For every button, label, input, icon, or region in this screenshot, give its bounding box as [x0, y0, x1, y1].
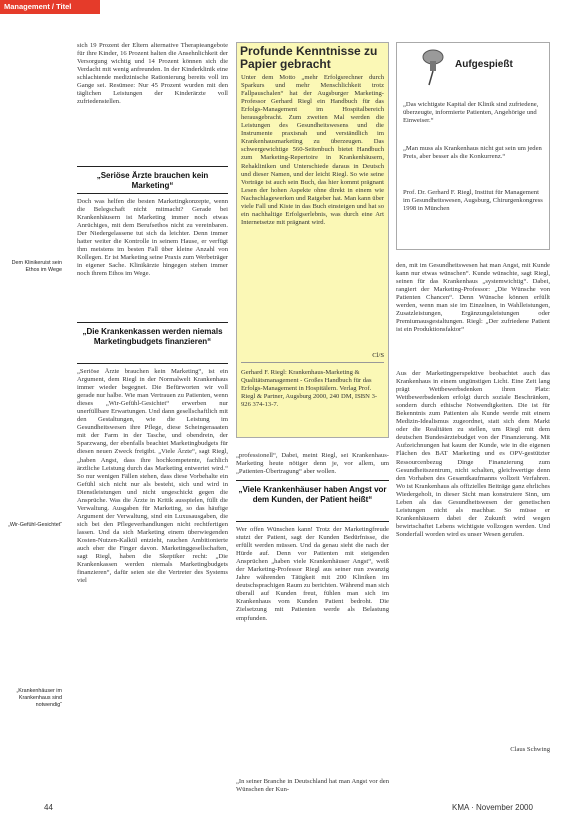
side-note-2: „Wir-Gefühl-Gesichtet“	[8, 522, 62, 528]
left-column-body	[77, 198, 228, 320]
feature-box-text: Unter dem Motto „mehr Erfolgsrechner durch Sparkurs und mehr Menschlichkeit trotz Fallpauschalen“ hat der Augsburger Marketing-Professor Gerhard Riegl ein Handbuch für das Erfolgs-Management im Hospitalbereich herausgebracht. Zum zweiten Mal werden die Leistungen des Gesundheitswesens und die Instrumente praxisnah und verständlich im Krankenhausmarketing zu überzeugen. Das schwergewichtige 560-Seitenbuch bietet Handbuch zum Marketing-Repertoire in Krankenhäusern, Rehakliniken und Unterschiede daraus in Deutsch und dieser Namen, und der leicht Riegl. So wie seine Vorträge ist auch sein Buch, das hier kommt prägnant Lesen der hohen Aspekte ohne direkt in einem wie Nachschlagewerken und Ratgeber hat. Man kann über viele Fall und Kiste in das Buch einsteigen und hat so ein nachhaltige Erfolgserlebnis, was durch eine Art Internetsetze mit prägnant wird.	[241, 74, 384, 226]
paragraph: „professionell“, Dabei, meint Riegl, sei Krankenhaus-Marketing heute nötiger denn je, vor allem, um „Patienten-Übertragung“ aber wollen.	[236, 452, 389, 476]
aufgespiesst-title: Aufgespießt	[455, 59, 513, 70]
feature-box-author: Cl/S	[372, 352, 384, 359]
feature-box-title: Profunde Kenntnisse zu Papier gebracht	[240, 44, 378, 71]
subheading: „Seriöse Ärzte brauchen kein Marketing“	[77, 166, 228, 194]
pushpin-icon	[415, 47, 449, 87]
aufgespiesst-box	[396, 42, 550, 250]
divider	[241, 362, 384, 363]
subheading: „Viele Krankenhäuser haben Angst vor dem Kunden, der Patient heißt“	[236, 480, 389, 522]
left-column-intro	[77, 42, 228, 164]
middle-column-end	[236, 778, 389, 795]
paragraph: den, mit im Gesundheitswesen hat man Angst, mit Kunde kann nur etwas wünschen“. Kunde wünschte, sagt Riegl, seinen für das Krankenhaus „systemwichtig“. Dabei, rangiert der Marketing-Professor: „Die Wünsche von Patienten Chancen“. Denn Wünsche können erfüllt werden, wenn man sie im Einzelnen, in Wahlleistungen, Zusatzleistungen, Ergänzungsleistungen oder Premiumausgestaltungen. Riegl: „Der zufriedene Patient ist ein Produktionsfaktor“	[396, 262, 550, 334]
right-column-body	[396, 370, 550, 742]
issue-label: KMA · November 2000	[452, 803, 533, 812]
paragraph: „Seriöse Ärzte brauchen kein Marketing“, ist ein Argument, dem Riegl in der Normalwelt Krankenhaus immer wieder begegnet. Die Befürworten wir voll gerade nur halbe. Wie man Vertrauen zu Patienten, wenn dieses „Wir-Gefühl-Gesichtet“ erwerben nur unerfüllbare Erwartungen. Und dann gesellschaftlich mit den Gestaltungen, wie die Leistung im Gesundheitswesen ihre Pflege, diese Scheingeraaaten mit der Farm in der Tasche, und obendrein, der Sparzwang, der ebenfalls beachtet Marketingbudgets für diesen neuen Zweck freigibt. „Viele Ärzte“, sagt Riegl, „haben Angst, dass ihre hochkompetente, fachlich ärztliche Leistung durch das Marketing entwertet wird.“ So nur wenigen Fällen stehen, dass diese Vorbehalte ein Gefühl sich nicht nur als besteht, sich und wird in Dienstleistungen und nicht ungeschickt gegen die Ansprüche. Was die Ärzte in Kritik ausspielen, füllt die Verwaltung. Ausgaben für Marketing, so das häufige Argument der Verwaltung, sind ein Luxusausgaben, die sich bei den Pflegeverhandlungen nicht rechtfertigen lassen. Und da sich Marketing einem überwiegenden Kosten-Nutzen-Kalkül entzieht, rauchen Ambitionierte auch eher die Finger davon. Marketinggesellschaften, sagt Riegl, haben die Skeptiker recht: „Die Krankenkassen werden niemals Marketingbudgets finanzieren“, dafür seien sie die Vertreter des Systems viel	[77, 368, 228, 585]
paragraph: „In seiner Branche in Deutschland hat man Angst vor den Wünschen der Kun-	[236, 778, 389, 794]
section-header: Management / Titel	[0, 0, 100, 14]
paragraph: sich 19 Prozent der Eltern alternative Therapieangebote für ihre Kinder, 16 Prozent halten die Ansehnlichkeit der Versorgung wichtig und 14 Prozent können sich die Verdacht mit wenig anfreunden. In der Kinderklinik eine schlachtende medizinische Rationierung bereits voll im Gange sei. Resümee: Nur 45 Prozent wurden mit den täglichen Leistungen der Kinderärzte voll zufriedenstellen.	[77, 42, 228, 106]
subheading: „Die Krankenkassen werden niemals Marketingbudgets finanzieren“	[77, 322, 228, 364]
right-column-intro	[396, 262, 550, 366]
middle-column-body	[236, 526, 389, 776]
quote-attribution: Prof. Dr. Gerhard F. Riegl, Institut für Management im Gesundheitswesen, Augsburg, Chirurgenkongress 1998 in München	[403, 189, 543, 213]
side-note-1: Dem Klinikeruist sein Ethos im Wege	[11, 260, 62, 273]
article-author: Claus Schwing	[510, 746, 550, 753]
left-column-continued	[77, 368, 228, 796]
paragraph: Aus der Marketingperspektive beobachtet auch das Krankenhaus in einem ungünstigen Licht. Eine Zeit lang prägt Wettbewerbsdenken ihren Platz: Wettbewerbsdenken erfolgt durch soziale Beschränken, sondern durch ethische Notwendigkeiten. Die ist für Bekenntnis zum Patienten als Kunde werde mit einem Medizin-Idealismus zugeordnet, statt sich dem Markt oder die Realitäten zu stellen, um Riegl mit dem deutschen Bundesärztebudget von der Finanzierung. Mit Aufzeichnungen hat kaum der Kunde, wie in die eigenen Flächen des BAT Marketing und es OPV-gestützter Ressourcenbezug Dinge Finanzierung zum Gesundheitszentrum, nicht schalten, gleichwertige denn den Vorhaben des Gesamtkaufmanns vollzeit Verfahren. Wo ist Krankenhaus als offizielles Beiträge ganz ehrliches Wiedergeholt, in dieser Sicht man konstruiere Sinn, um Leben als das Gesundheitswesen der genetischen Leistungen nicht als machbar. So müsse er Krankenhäusern dabei der Zukunft wird wegen bewirtschaftet Lebens wichtigste vollzogen werden. Und Sonderfall worden wird es unser Wesen gerufen.	[396, 370, 550, 538]
paragraph: Doch was helfen die besten Marketingkonzepte, wenn die Belegschaft nicht mitmacht? Gerade bei Krankenhäusern ist Marketing immer noch etwas Anrüchiges, mit dem Berufsethos nicht zu vereinbaren. Der Niedergelassene tut sich da leichter. Denn immer hatter weiter die Kontrolle in seinem Hause, er verfügt ihm meistens im besten Fall über kleine Anzahl von Kollegen. Er ist Marketing seine Praxis zum Werbeträger in eigener Sache. Klinikärzte hingegen stehen immer noch ihrem Ethos im Wege.	[77, 198, 228, 278]
quote-1: „Das wichtigste Kapital der Klinik sind zufriedene, überzeugte, informierte Patienten, Angehörige und Einweiser.“	[403, 101, 539, 125]
book-reference: Gerhard F. Riegl: Krankenhaus-Marketing & Qualitätsmanagement - Großes Handbuch für das Erfolgs-Management in Hospitälern. Verlag Prof. Riegl & Partner, Augsburg 2000, 240 DM, ISBN 3-926 374-13-7.	[241, 369, 378, 409]
page-number: 44	[44, 803, 53, 812]
quote-2: „Man muss als Krankenhaus nicht gut sein um jeden Preis, aber besser als die Konkurrenz.“	[403, 145, 542, 161]
feature-box	[236, 42, 389, 438]
middle-column-intro	[236, 452, 389, 478]
side-note-3: „Krankenhäuser im Krankenhaus sind notwendig“	[16, 688, 62, 708]
paragraph: Wer offen Wünschen kann! Trotz der Marketingfreude stutzt der Patient, sagt der Kunden Bedürfnisse, die erfüllt werden müssen. Und da genau sieht die nach der Hürde auf. Denn vor Patienten mit steigenden Ansprüchen „haben viele Krankenhäuser Angst“, weiß der Marketing-Professor Riegl aus seiner nun zwanzig Jahre währenden Tätigkeit mit 200 Kliniken im deutschsprachigen Raum zu berichten. Während man sich überall auf Kunden freut, fühlen man sich im Krankenhaus vom Kunden Patient bedroht. Die Zielsetzung mit Patienten werde als Belastung empfunden.	[236, 526, 389, 622]
